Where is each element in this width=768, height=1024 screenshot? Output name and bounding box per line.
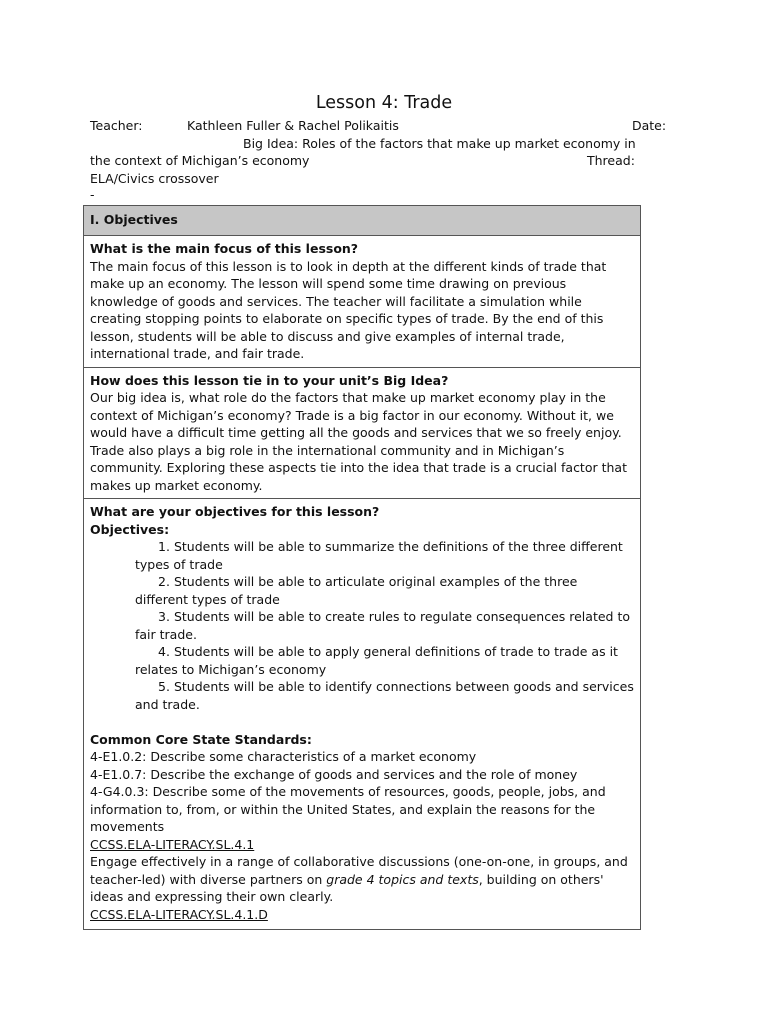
- focus-answer: The main focus of this lesson is to look in depth at the different kinds of trade that make up an economy. The lesson will spend some time drawing on previous knowledge of goods and services. The teacher will facilitate a simulation while creating stopping points to elaborate on specific types of trade. By the end of this lesson, students will be able to discuss and give examples of internal trade, international trade, and fair trade.: [90, 258, 607, 361]
- list-item-number: 2.: [158, 574, 170, 589]
- list-item: [90, 643, 634, 678]
- engage-text-start: Engage effectively in a range of collaborative discussions (one-on-one, in groups, and teacher-led) with diverse partners on: [90, 854, 628, 887]
- objectives-table: [83, 205, 641, 930]
- thread-row: [90, 152, 670, 170]
- list-item-number: 4.: [158, 644, 170, 659]
- ccss-link-sl-4-1[interactable]: CCSS.ELA-LITERACY.SL.4.1: [90, 836, 255, 852]
- thread-label: Thread:: [587, 153, 635, 168]
- list-item-text: Students will be able to identify connections between goods and services and trade.: [135, 679, 634, 712]
- list-item-text: Students will be able to create rules to regulate consequences related to fair trade.: [135, 609, 630, 642]
- list-item-text: Students will be able to apply general definitions of trade to trade as it relates to Michigan’s economy: [135, 644, 618, 677]
- ccss-link-sl-4-1-d[interactable]: CCSS.ELA-LITERACY.SL.4.1.D: [90, 906, 268, 922]
- objectives-label: Objectives:: [90, 521, 170, 537]
- focus-question: What is the main focus of this lesson?: [90, 241, 359, 256]
- teacher-names: Kathleen Fuller & Rachel Polikaitis: [187, 118, 399, 133]
- date-label: Date:: [632, 118, 667, 133]
- thread-value: ELA/Civics crossover: [90, 170, 219, 186]
- big-idea-line-2: the context of Michigan’s economy: [90, 153, 310, 168]
- list-item-number: 1.: [158, 539, 170, 554]
- list-item-text: Students will be able to summarize the definitions of the three different types of trade: [135, 539, 623, 572]
- objectives-list: [90, 538, 634, 713]
- standard-item: 4-G4.0.3: Describe some of the movements of resources, goods, people, jobs, and information to, from, or within the United States, and explain the reasons for the movements: [90, 784, 606, 834]
- big-idea-question: How does this lesson tie in to your unit’s Big Idea?: [90, 372, 449, 388]
- objectives-cell: [84, 498, 640, 929]
- engage-text-end: , building on others' ideas and expressing their own clearly.: [90, 871, 604, 904]
- list-item: [90, 608, 634, 643]
- big-idea-cell: [84, 367, 640, 499]
- standard-item: 4-E1.0.2: Describe some characteristics of a market economy: [90, 749, 477, 764]
- list-item-text: Students will be able to articulate original examples of the three different types of trade: [135, 574, 578, 607]
- list-item-number: 5.: [158, 679, 170, 694]
- standards-label: Common Core State Standards:: [90, 731, 312, 747]
- big-idea-row: [90, 135, 670, 153]
- engage-text: [90, 853, 634, 906]
- list-item: [90, 678, 634, 713]
- list-item-number: 3.: [158, 609, 170, 624]
- section-title: I. Objectives: [84, 206, 640, 235]
- focus-cell: [84, 235, 640, 367]
- teacher-label: Teacher:: [90, 118, 143, 133]
- list-item: [90, 573, 634, 608]
- teacher-row: [90, 117, 670, 135]
- standard-item: 4-E1.0.7: Describe the exchange of goods and services and the role of money: [90, 766, 578, 782]
- big-idea-line-1: Big Idea: Roles of the factors that make up market economy in: [243, 135, 636, 151]
- lesson-header: [90, 117, 670, 187]
- engage-text-italic: grade 4 topics and texts: [326, 871, 479, 887]
- spacer: [90, 713, 634, 731]
- objectives-question: What are your objectives for this lesson?: [90, 504, 380, 519]
- list-item: [90, 538, 634, 573]
- big-idea-answer: Our big idea is, what role do the factors that make up market economy play in the context of Michigan’s economy? Trade is a big factor in our economy. Without it, we would have a difficult time getting all the goods and services that we so freely enjoy. Trade also plays a big role in the international community and in Michigan’s community. Exploring these aspects tie into the idea that trade is a crucial factor that makes up market economy.: [90, 390, 627, 493]
- thread-value-row: [90, 170, 670, 188]
- page-title: Lesson 4: Trade: [315, 93, 453, 113]
- dash-marker: -: [90, 187, 95, 202]
